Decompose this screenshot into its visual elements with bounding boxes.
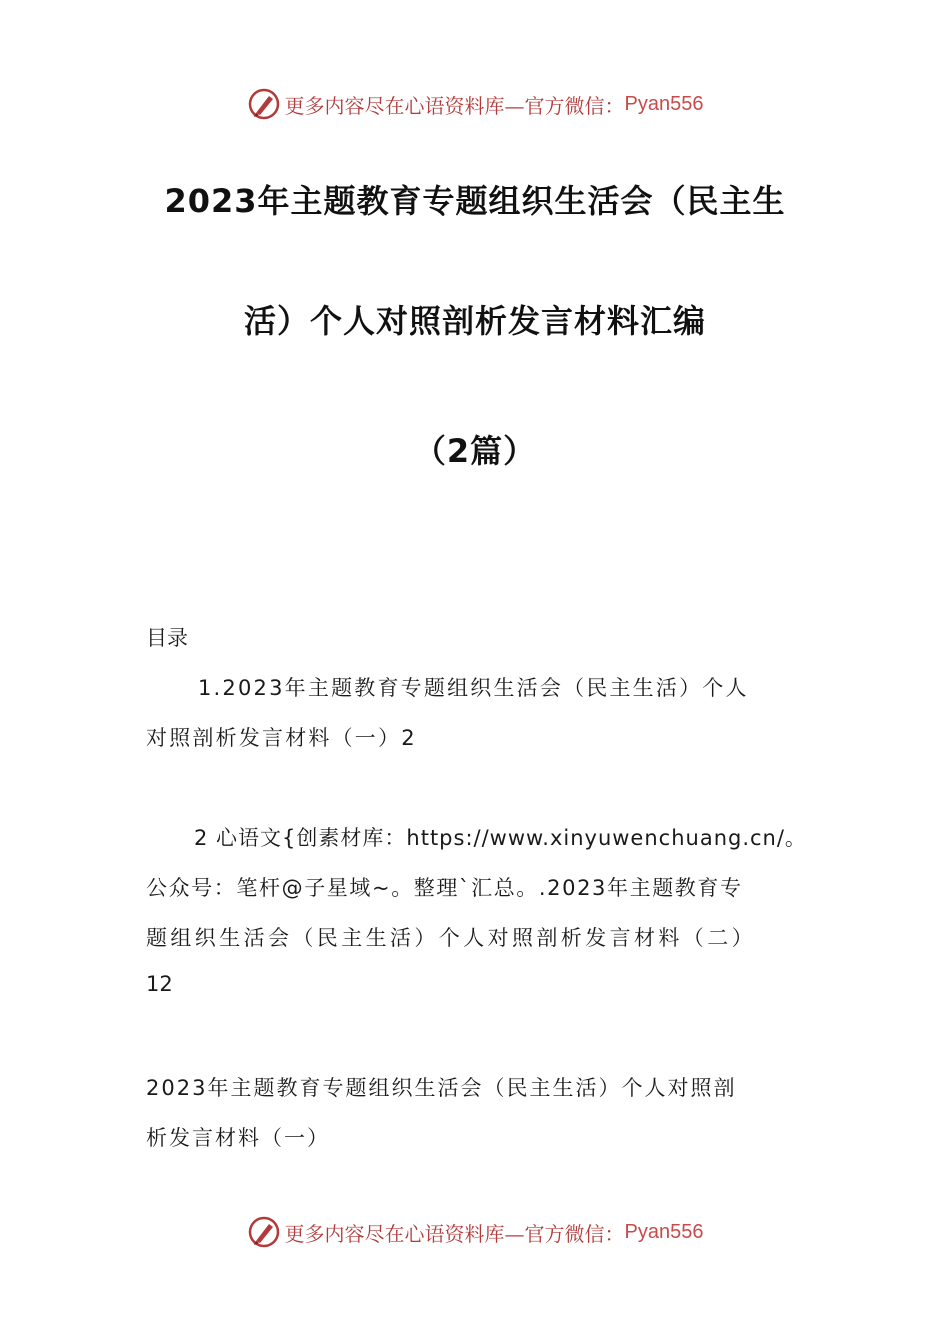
banner-text: 更多内容尽在心语资料库—官方微信： [284,93,625,118]
document-title-line-2: 活）个人对照剖析发言材料汇编 [243,302,706,340]
toc-item-2-line-3: 题组织生活会（民主生活）个人对照剖析发言材料（二） [146,926,756,950]
banner-wechat-id: Pyan556 [624,92,704,115]
toc-item-1-line-1: 1.2023年主题教育专题组织生活会（民主生活）个人 [198,676,749,700]
toc-item-2-line-2: 公众号：笔杆@子星域~。整理`汇总。.2023年主题教育专 [146,876,743,900]
toc-item-2-line-1: 2 心语文{创素材库：https://www.xinyuwenchuang.cn/。 [194,826,807,850]
pen-logo-icon [247,87,281,121]
document-title-line-1: 2023年主题教育专题组织生活会（民主生 [164,182,786,220]
header-banner [0,84,950,124]
section-heading-line-1: 2023年主题教育专题组织生活会（民主生活）个人对照剖 [146,1076,737,1100]
toc-item-1-line-2: 对照剖析发言材料（一）2 [146,726,417,750]
toc-heading: 目录 [146,626,188,650]
banner-wechat-id: Pyan556 [624,1220,704,1243]
document-title-line-3: （2篇） [413,432,537,470]
section-heading-line-2: 析发言材料（一） [146,1126,330,1150]
toc-item-2-line-4: 12 [146,972,173,996]
banner-text: 更多内容尽在心语资料库—官方微信： [284,1221,625,1246]
footer-banner [0,1212,950,1252]
pen-logo-icon [247,1215,281,1249]
